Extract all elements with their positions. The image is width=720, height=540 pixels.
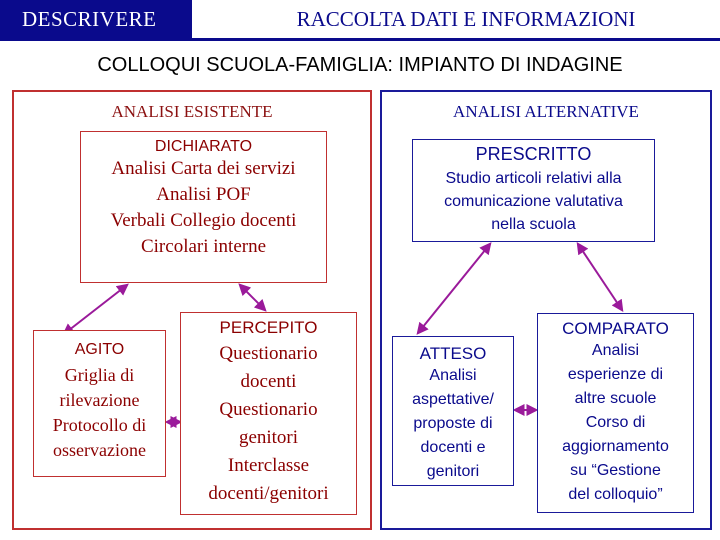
agito-line: Protocollo di [52, 415, 147, 435]
atteso-line: Analisi [429, 367, 477, 384]
comparato-title: COMPARATO [562, 319, 669, 338]
prescritto-line: nella scuola [491, 216, 576, 233]
percepito-line: genitori [238, 427, 299, 448]
atteso-line: aspettative/ [412, 391, 494, 408]
dichiarato-line: Verbali Collegio docenti [110, 210, 297, 231]
header-section-label: DESCRIVERE [0, 0, 192, 38]
percepito-line: Interclasse [227, 455, 310, 476]
dichiarato-title: DICHIARATO [154, 138, 253, 155]
panel-label-esistente: ANALISI ESISTENTE [111, 102, 273, 121]
main-title: COLLOQUI SCUOLA-FAMIGLIA: IMPIANTO DI INDAGINE [97, 54, 623, 76]
dichiarato-line: Circolari interne [140, 236, 267, 257]
comparato-line: altre scuole [574, 390, 657, 407]
arrow-dichiarato-agito [64, 285, 127, 334]
box-atteso [392, 336, 514, 486]
box-comparato [537, 313, 694, 513]
header-title: RACCOLTA DATI E INFORMAZIONI [296, 7, 636, 31]
prescritto-line: Studio articoli relativi alla [445, 170, 622, 187]
percepito-title: PERCEPITO [219, 318, 318, 337]
atteso-line: proposte di [413, 415, 493, 432]
panel-label-alternative: ANALISI ALTERNATIVE [453, 102, 639, 121]
box-percepito [180, 312, 357, 515]
box-dichiarato [80, 131, 327, 283]
percepito-line: docenti [240, 371, 297, 392]
comparato-line: Corso di [585, 414, 646, 431]
agito-title: AGITO [74, 341, 125, 358]
agito-line: rilevazione [59, 390, 140, 410]
comparato-line: aggiornamento [562, 438, 669, 455]
atteso-line: genitori [426, 463, 480, 480]
arrow-dichiarato-percepito [240, 285, 265, 310]
prescritto-line: comunicazione valutativa [444, 193, 623, 210]
dichiarato-line: Analisi Carta dei servizi [111, 158, 296, 179]
prescritto-title: PRESCRITTO [475, 144, 592, 164]
atteso-line: docenti e [420, 439, 486, 456]
arrow-prescritto-atteso [418, 244, 490, 333]
comparato-line: Analisi [591, 342, 640, 359]
percepito-line: docenti/genitori [208, 483, 329, 504]
box-agito [33, 330, 166, 477]
percepito-line: Questionario [219, 343, 318, 364]
comparato-line: su “Gestione [570, 462, 661, 479]
agito-line: osservazione [53, 440, 146, 460]
comparato-line: del colloquio” [568, 486, 663, 503]
arrow-prescritto-comparato [578, 244, 622, 310]
comparato-line: esperienze di [567, 366, 664, 383]
box-prescritto [412, 139, 655, 242]
atteso-title: ATTESO [419, 344, 487, 363]
agito-line: Griglia di [64, 365, 135, 385]
dichiarato-line: Analisi POF [156, 184, 251, 205]
percepito-line: Questionario [219, 399, 318, 420]
